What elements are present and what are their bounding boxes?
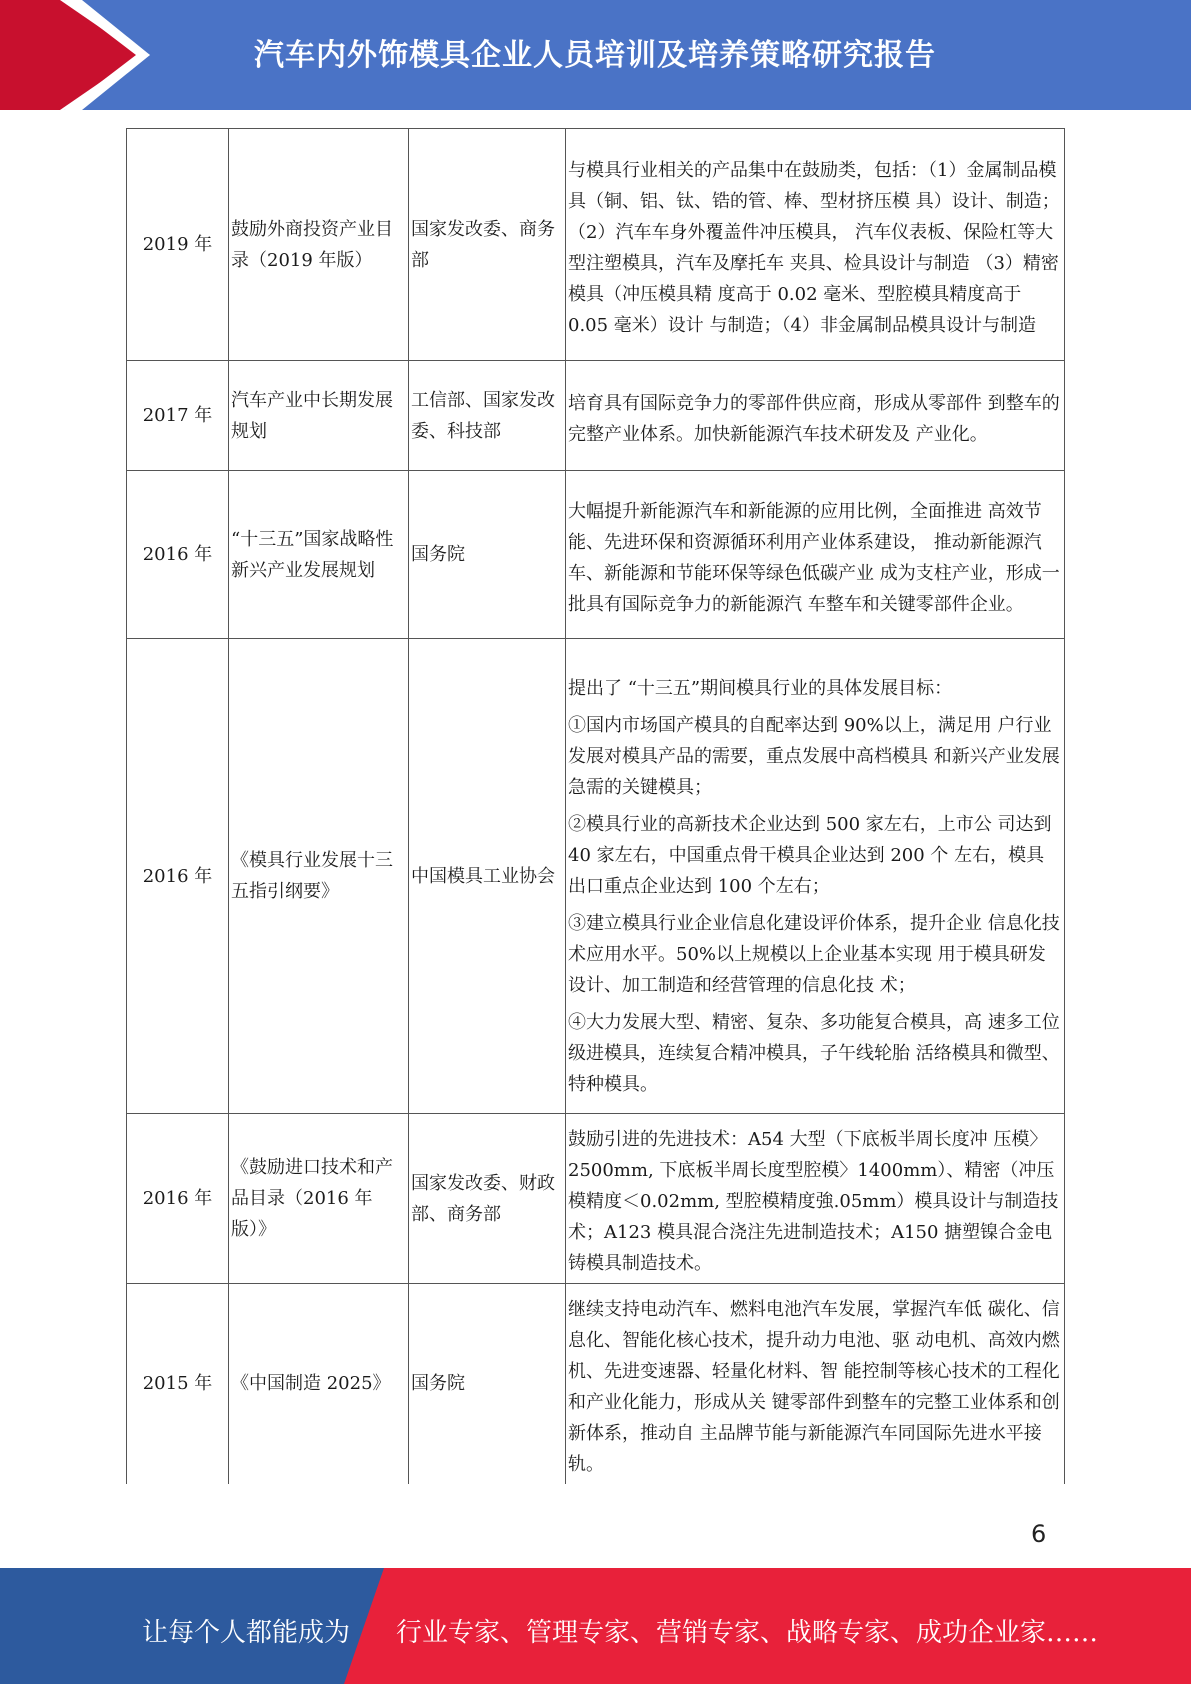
policy-name: 鼓励外商投资产业目录（2019 年版） — [229, 129, 409, 361]
table-row — [127, 471, 1065, 639]
content-paragraph: ③建立模具行业企业信息化建设评价体系，提升企业 信息化技术应用水平。50%以上规模以上企业基本实现 用于模具研发设计、加工制造和经营管理的信息化技 术； — [568, 912, 1060, 996]
policy-content — [566, 361, 1065, 471]
table-row — [127, 1114, 1065, 1284]
policy-name: 《鼓励进口技术和产品目录（2016 年版）》 — [229, 1114, 409, 1284]
content-paragraph: ①国内市场国产模具的自配率达到 90%以上，满足用 户行业发展对模具产品的需要，重点发展中高档模具 和新兴产业发展急需的关键模具； — [568, 714, 1060, 798]
policy-year: 2016 年 — [127, 471, 229, 639]
content-paragraph: 鼓励引进的先进技术：A54 大型（下底板半周长度冲 压模〉2500mm, 下底板半周长度型腔模〉1400mm）、精密（冲压模精度＜0.02mm, 型腔模精度強.05mm）模具设计与制造技术；A123 模具混合浇注先进制造技术；A150 搪塑镍合金电铸模具制造技术。 — [568, 1129, 1059, 1274]
policy-name: 《模具行业发展十三五指引纲要》 — [229, 639, 409, 1114]
table-row — [127, 639, 1065, 1114]
policy-content — [566, 471, 1065, 639]
policy-content — [566, 639, 1065, 1114]
footer-slogan-left: 让每个人都能成为 — [142, 1618, 351, 1648]
policy-year: 2015 年 — [127, 1284, 229, 1484]
policy-name: “十三五”国家战略性新兴产业发展规划 — [229, 471, 409, 639]
content-paragraph: ②模具行业的高新技术企业达到 500 家左右，上市公 司达到 40 家左右，中国重点骨干模具企业达到 200 个 左右，模具出口重点企业达到 100 个左右； — [568, 813, 1052, 897]
policy-year: 2016 年 — [127, 1114, 229, 1284]
content-paragraph: 培育具有国际竞争力的零部件供应商，形成从零部件 到整车的完整产业体系。加快新能源汽车技术研发及 产业化。 — [568, 392, 1060, 445]
policy-department: 国务院 — [409, 471, 566, 639]
page-footer — [0, 1568, 1191, 1684]
policy-department: 工信部、国家发改委、科技部 — [409, 361, 566, 471]
table-row — [127, 361, 1065, 471]
content-paragraph: 与模具行业相关的产品集中在鼓励类，包括：（1）金属制品模具（铜、铝、钛、锆的管、棒、型材挤压模 具）设计、制造；（2）汽车车身外覆盖件冲压模具， 汽车仪表板、保险杠等大型注塑模具，汽车及摩托车 夹具、检具设计与制造 （3）精密模具（冲压模具精 度高于 0.02 毫米、型腔模具精度高于 0.05 毫米）设计 与制造；（4）非金属制品模具设计与制造 — [568, 159, 1060, 336]
policy-department: 国家发改委、财政部、商务部 — [409, 1114, 566, 1284]
content-paragraph: 提出了 “十三五”期间模具行业的具体发展目标： — [568, 677, 953, 699]
policy-department: 国家发改委、商务部 — [409, 129, 566, 361]
header-title: 汽车内外饰模具企业人员培训及培养策略研究报告 — [254, 38, 936, 73]
policy-content — [566, 1114, 1065, 1284]
policy-content — [566, 1284, 1065, 1484]
policy-name: 汽车产业中长期发展规划 — [229, 361, 409, 471]
policy-year: 2016 年 — [127, 639, 229, 1114]
policy-content — [566, 129, 1065, 361]
page-number: 6 — [1031, 1520, 1047, 1548]
page-header — [0, 0, 1191, 110]
policy-table — [126, 128, 1065, 1484]
footer-slogan-right: 行业专家、管理专家、营销专家、战略专家、成功企业家…… — [396, 1618, 1099, 1648]
policy-department: 中国模具工业协会 — [409, 639, 566, 1114]
table-row — [127, 129, 1065, 361]
content-paragraph: ④大力发展大型、精密、复杂、多功能复合模具，高 速多工位级进模具，连续复合精冲模具，子午线轮胎 活络模具和微型、特种模具。 — [568, 1011, 1060, 1095]
policy-year: 2019 年 — [127, 129, 229, 361]
table-row — [127, 1284, 1065, 1484]
policy-year: 2017 年 — [127, 361, 229, 471]
content-paragraph: 继续支持电动汽车、燃料电池汽车发展，掌握汽车低 碳化、信息化、智能化核心技术，提升动力电池、驱 动电机、高效内燃机、先进变速器、轻量化材料、智 能控制等核心技术的工程化和产业化能力，形成从关 键零部件到整车的完整工业体系和创新体系，推动自 主品牌节能与新能源汽车同国际先进水平接轨。 — [568, 1298, 1060, 1475]
policy-name: 《中国制造 2025》 — [229, 1284, 409, 1484]
policy-department: 国务院 — [409, 1284, 566, 1484]
content-paragraph: 大幅提升新能源汽车和新能源的应用比例，全面推进 高效节能、先进环保和资源循环利用产业体系建设， 推动新能源汽车、新能源和节能环保等绿色低碳产业 成为支柱产业，形成一批具有国际竞争力的新能源汽 车整车和关键零部件企业。 — [568, 500, 1060, 615]
